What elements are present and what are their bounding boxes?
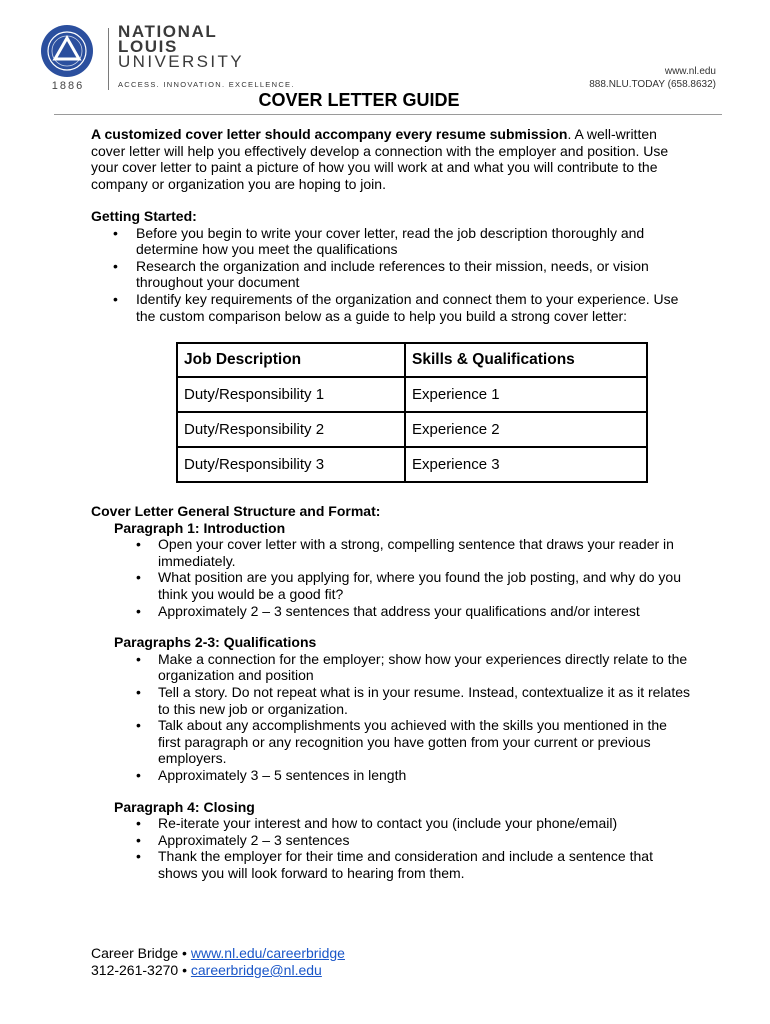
structure-section [91, 503, 691, 881]
list-item: • Talk about any accomplishments you achieved with the skills you mentioned in the first paragraph or any recognition you have gotten from your current or previous employers. [114, 717, 691, 767]
table-row [177, 412, 647, 447]
title-divider [54, 114, 722, 115]
tagline: ACCESS. INNOVATION. EXCELLENCE. [118, 80, 295, 89]
university-name-line3: UNIVERSITY [118, 52, 245, 71]
footer-contact [91, 945, 345, 979]
paragraph-1-list [114, 536, 691, 619]
list-item: • Open your cover letter with a strong, compelling sentence that draws your reader in immediately. [114, 536, 691, 569]
career-bridge-website-link[interactable]: www.nl.edu/careerbridge [190, 945, 345, 961]
university-name-line2: LOUIS [118, 37, 178, 56]
getting-started-heading: Getting Started: [91, 208, 197, 224]
paragraph-4-block [114, 799, 691, 882]
table-header-row [177, 343, 647, 377]
list-item: • Thank the employer for their time and consideration and include a sentence that shows you will look forward to hearing from them. [114, 848, 691, 881]
intro-bold-lead: A customized cover letter should accompany every resume submission [91, 126, 568, 142]
logo-divider [108, 28, 109, 90]
comparison-table [176, 342, 648, 483]
table-cell: Duty/Responsibility 3 [177, 447, 405, 482]
table-cell: Experience 3 [405, 447, 647, 482]
table-cell: Duty/Responsibility 2 [177, 412, 405, 447]
list-item: • Re-iterate your interest and how to contact you (include your phone/email) [114, 815, 691, 832]
table-row [177, 377, 647, 412]
table-cell: Duty/Responsibility 1 [177, 377, 405, 412]
paragraphs-2-3-list [114, 651, 691, 784]
intro-paragraph [91, 126, 691, 192]
university-name [118, 24, 244, 69]
footer-label-2: 312-261-3270 • [91, 962, 191, 978]
table-header-skills: Skills & Qualifications [405, 343, 647, 377]
table-cell: Experience 1 [405, 377, 647, 412]
established-year: 1886 [51, 80, 85, 92]
table-cell: Experience 2 [405, 412, 647, 447]
list-item: • What position are you applying for, where you found the job posting, and why do you think you would be a good fit? [114, 569, 691, 602]
list-item: • Approximately 3 – 5 sentences in length [114, 767, 691, 784]
list-item: • Approximately 2 – 3 sentences [114, 832, 691, 849]
list-item: • Approximately 2 – 3 sentences that address your qualifications and/or interest [114, 603, 691, 620]
intro-rest: . A well-written cover letter will help you effectively develop a connection with the employer and position. Use your cover letter to paint a picture of how you will work at and what you will contribute to the company or organization you are hoping to join. [91, 126, 669, 192]
getting-started-list [91, 225, 691, 325]
paragraph-4-list [114, 815, 691, 881]
list-item: • Research the organization and include references to their mission, needs, or vision throughout your document [91, 258, 691, 291]
footer-label-1: Career Bridge • [91, 945, 191, 961]
career-bridge-email-link[interactable]: careerbridge@nl.edu [190, 962, 322, 978]
paragraphs-2-3-block [114, 634, 691, 783]
paragraph-1-heading: Paragraph 1: Introduction [114, 519, 286, 536]
page-title: COVER LETTER GUIDE [258, 90, 460, 110]
table-header-job-description: Job Description [177, 343, 405, 377]
table-row [177, 447, 647, 482]
list-item: • Tell a story. Do not repeat what is in your resume. Instead, contextualize it as it relates to this new job or organization. [114, 684, 691, 717]
header-website: www.nl.edu [664, 66, 716, 77]
footer-line-1 [91, 945, 345, 962]
footer-line-2 [91, 962, 345, 979]
list-item: • Identify key requirements of the organization and connect them to your experience. Use the custom comparison below as a guide to help you build a strong cover letter: [91, 291, 691, 324]
list-item: • Make a connection for the employer; show how your experiences directly relate to the organization and position [114, 651, 691, 684]
getting-started-section [91, 208, 691, 324]
structure-heading: Cover Letter General Structure and Format: [91, 503, 381, 519]
university-seal-logo [40, 24, 94, 78]
paragraphs-2-3-heading: Paragraphs 2-3: Qualifications [114, 634, 317, 651]
paragraph-4-heading: Paragraph 4: Closing [114, 798, 255, 815]
university-name-line1: NATIONAL [118, 22, 218, 41]
list-item: • Before you begin to write your cover letter, read the job description thoroughly and determine how you meet the qualifications [91, 225, 691, 258]
header-phone: 888.NLU.TODAY (658.8632) [589, 79, 716, 90]
paragraph-1-block [114, 520, 691, 620]
